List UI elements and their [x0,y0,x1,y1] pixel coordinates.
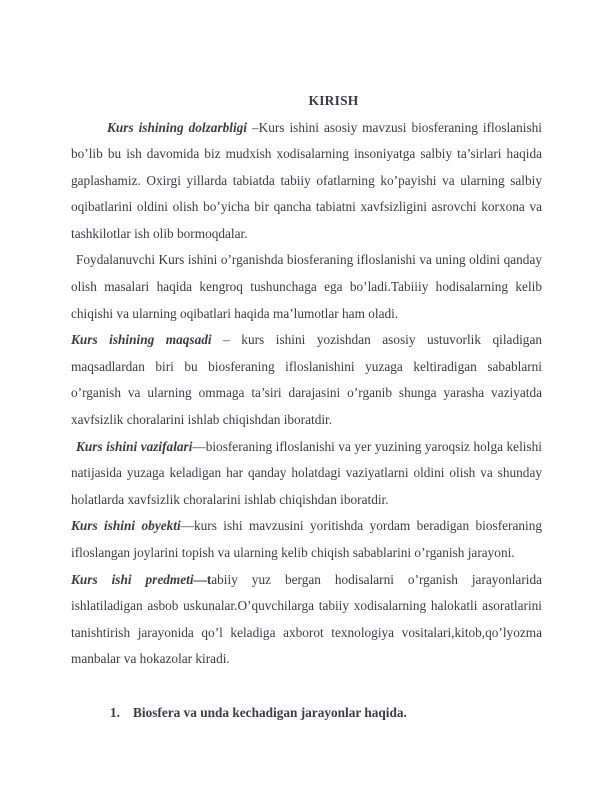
paragraph-foydalanuvchi [71,247,542,327]
run-in-heading-vazifalari: Kurs ishini vazifalari [76,438,193,454]
paragraph-text: abiiy yuz bergan hodisalarni o’rganish jarayonlarida ishlatiladigan asbob uskunalar.O’quvchilarga tabiiy xodisalarning halokatli asoratlarini tanishtirish jarayonida qo’l keladiga axborot texnologiya vositalari,kitob,qo’lyozma manbalar va hokazolar kiradi. [71,571,542,667]
paragraph-text: – kurs ishini yozishdan asosiy ustuvorlik qiladigan maqsadlardan biri bu biosferaning ifloslanishini yuzaga keltiradigan sabablarni o’rganish va ularning ommaga ta’siri darajasini o’rganib shunga yarasha vaziyatda xavfsizlik choralarini ishlab chiqishdan iboratdir. [71,332,543,428]
run-in-heading-maqsadi: Kurs ishining maqsadi [71,332,212,348]
run-in-heading-obyekti: Kurs ishini obyekti [71,518,181,534]
numbered-list [71,700,542,727]
paragraph-spacer [71,673,542,700]
paragraph-predmeti [71,567,542,673]
run-in-heading-predmeti: Kurs ishi predmeti [71,571,194,587]
paragraph-text: —kurs ishi mavzusini yoritishda yordam beradigan biosferaning ifloslangan joylarini topish va ularning kelib chiqish sabablarini o’rganish jarayoni. [71,518,542,560]
list-item-marker: 1. [110,704,120,720]
run-in-heading-dolzarbligi: Kurs ishining dolzarbligi [107,119,248,135]
run-in-heading-predmeti-dash: —t [193,571,212,587]
list-item [71,700,542,727]
paragraph-dolzarbligi [71,115,542,248]
paragraph-maqsadi [71,327,542,433]
paragraph-obyekti [71,513,542,566]
paragraph-text: –Kurs ishini asosiy mavzusi biosferaning ifloslanishi bo’lib bu ish davomida biz mudxish xodisalarning insoniyatga salbiy ta’sirlari haqida gaplashamiz. Oxirgi yillarda tabiatda tabiiy ofatlarning ko’payishi va ularning salbiy oqibatlarini oldini olish bo’yicha bir qancha tabiatni xavfsizligini asrovchi korxona va tashkilotlar ish olib bormoqdalar. [71,119,542,241]
list-item-label: Biosfera va unda kechadigan jarayonlar haqida. [133,704,407,720]
paragraph-text: Foydalanuvchi Kurs ishini o’rganishda biosferaning ifloslanishi va uning oldini qanday olish masalari haqida kengroq tushunchaga ega bo’ladi.Tabiiiy hodisalarning kelib chiqishi va ularning oqibatlari haqida ma’lumotlar ham oladi. [71,252,542,321]
paragraph-vazifalari [71,434,542,514]
page-title: KIRISH [308,93,359,108]
paragraph-text: —biosferaning ifloslanishi va yer yuzining yaroqsiz holga kelishi natijasida yuzaga keladigan har qanday holatdagi vaziyatlarni oldini olish va shunday holatlarda xavfsizlik choralarini ishlab chiqishdan iboratdir. [71,438,542,507]
document-body [71,88,542,726]
